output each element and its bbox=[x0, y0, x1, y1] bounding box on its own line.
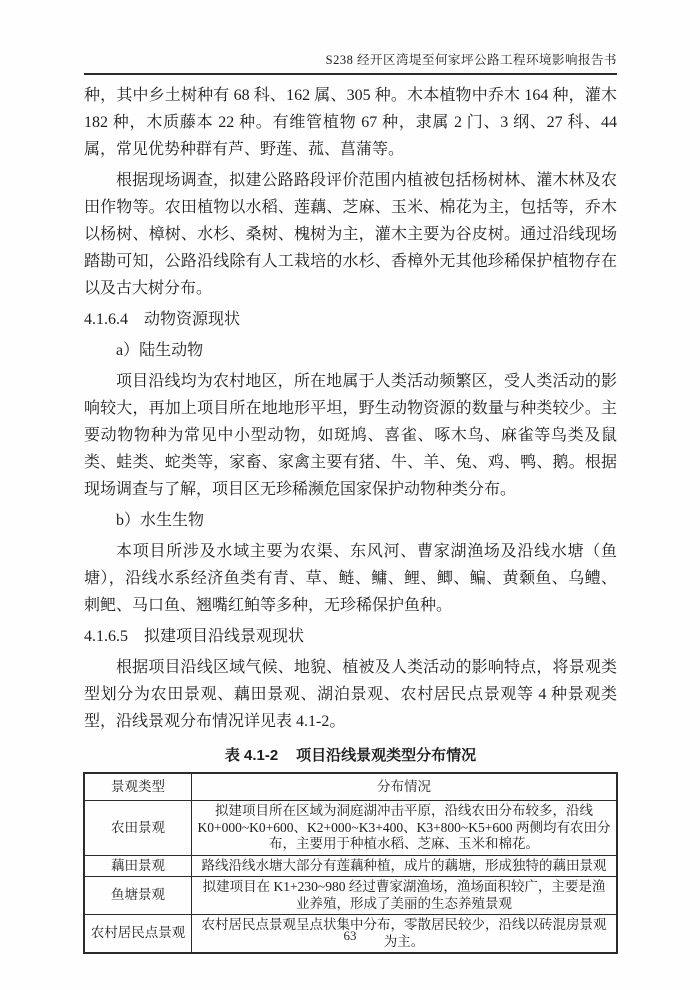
table-caption-label: 表 4.1-2 bbox=[224, 747, 279, 764]
landscape-distribution-table bbox=[83, 772, 618, 954]
distribution-desc-cell: 拟建项目在 K1+230~980 经过曹家湖渔场，渔场面积较广，主要是渔业养殖，形成了美丽的生态养殖景观 bbox=[192, 877, 618, 915]
column-header-landscape-type: 景观类型 bbox=[84, 773, 192, 801]
landscape-type-cell: 鱼塘景观 bbox=[84, 877, 192, 915]
table-row bbox=[84, 855, 617, 877]
page-header bbox=[84, 50, 617, 75]
page-footer bbox=[0, 928, 700, 944]
table-caption-title: 项目沿线景观类型分布情况 bbox=[296, 747, 477, 764]
distribution-desc-cell: 路线沿线水塘大部分有莲藕种植，成片的藕塘，形成独特的藕田景观 bbox=[192, 855, 618, 877]
document-body bbox=[84, 82, 617, 954]
paragraph: 根据现场调查，拟建公路路段评价范围内植被包括杨树林、灌木林及农田作物等。农田植物以水稻、莲藕、芝麻、玉米、棉花为主，包括等，乔木以杨树、樟树、水杉、桑树、槐树为主，灌木主要为谷皮树。通过沿线现场踏勘可知，公路沿线除有人工栽培的水杉、香樟外无其他珍稀保护植物存在以及古大树分布。 bbox=[84, 172, 617, 297]
paragraph: 种，其中乡土树种有 68 科、162 属、305 种。木本植物中乔木 164 种，灌木 182 种，木质藤本 22 种。有维管植物 67 种，隶属 2 门、3 纲、27 科、44 属，常见优势种群有芦、野莲、菰、菖蒲等。 bbox=[84, 87, 617, 158]
header-title: S238 经开区湾堤至何家坪公路工程环境影响报告书 bbox=[325, 53, 617, 67]
distribution-desc-cell: 拟建项目所在区域为洞庭湖冲击平原，沿线农田分布较多，沿线K0+000~K0+600、K2+000~K3+400、K3+800~K5+600 两侧均有农田分布，主要用于种植水稻、芝麻、玉米和棉花。 bbox=[192, 801, 618, 856]
paragraph: 根据项目沿线区域气候、地貌、植被及人类活动的影响特点，将景观类型划分为农田景观、藕田景观、湖泊景观、农村居民点景观等 4 种景观类型，沿线景观分布情况详见表 4.1-2。 bbox=[84, 659, 617, 730]
section-heading: 4.1.6.4 动物资源现状 bbox=[84, 311, 241, 328]
table-row bbox=[84, 801, 617, 856]
table-head bbox=[84, 773, 617, 801]
page-number: 63 bbox=[343, 928, 357, 943]
table-row bbox=[84, 877, 617, 915]
landscape-type-cell: 藕田景观 bbox=[84, 855, 192, 877]
paragraph: 本项目所涉及水域主要为农渠、东风河、曹家湖渔场及沿线水塘（鱼塘），沿线水系经济鱼类有青、草、鲢、鳙、鲤、鲫、鳊、黄颡鱼、乌鳢、刺鲃、马口鱼、翘嘴红鲌等多种，无珍稀保护鱼种。 bbox=[84, 543, 617, 614]
distribution-desc-cell: 农村居民点景观呈点状集中分布，零散居民较少，沿线以砖混房景观为主。 bbox=[192, 915, 618, 954]
content-blocks bbox=[84, 82, 617, 735]
table-caption bbox=[84, 744, 617, 765]
landscape-type-cell: 农村居民点景观 bbox=[84, 915, 192, 954]
table-header-row bbox=[84, 773, 617, 801]
paragraph: 项目沿线均为农村地区，所在地属于人类活动频繁区，受人类活动的影响较大，再加上项目所在地地形平坦，野生动物资源的数量与种类较少。主要动物物种为常见中小型动物，如斑鸠、喜雀、啄木鸟、麻雀等鸟类及鼠类、蛙类、蛇类等，家畜、家禽主要有猪、牛、羊、兔、鸡、鸭、鹅。根据现场调查与了解，项目区无珍稀濒危国家保护动物种类分布。 bbox=[84, 373, 617, 498]
landscape-type-cell: 农田景观 bbox=[84, 801, 192, 856]
section-heading: 4.1.6.5 拟建项目沿线景观现状 bbox=[84, 628, 305, 645]
column-header-distribution: 分布情况 bbox=[192, 773, 618, 801]
sub-heading: a）陆生动物 bbox=[116, 342, 204, 359]
sub-heading: b）水生生物 bbox=[116, 512, 205, 529]
